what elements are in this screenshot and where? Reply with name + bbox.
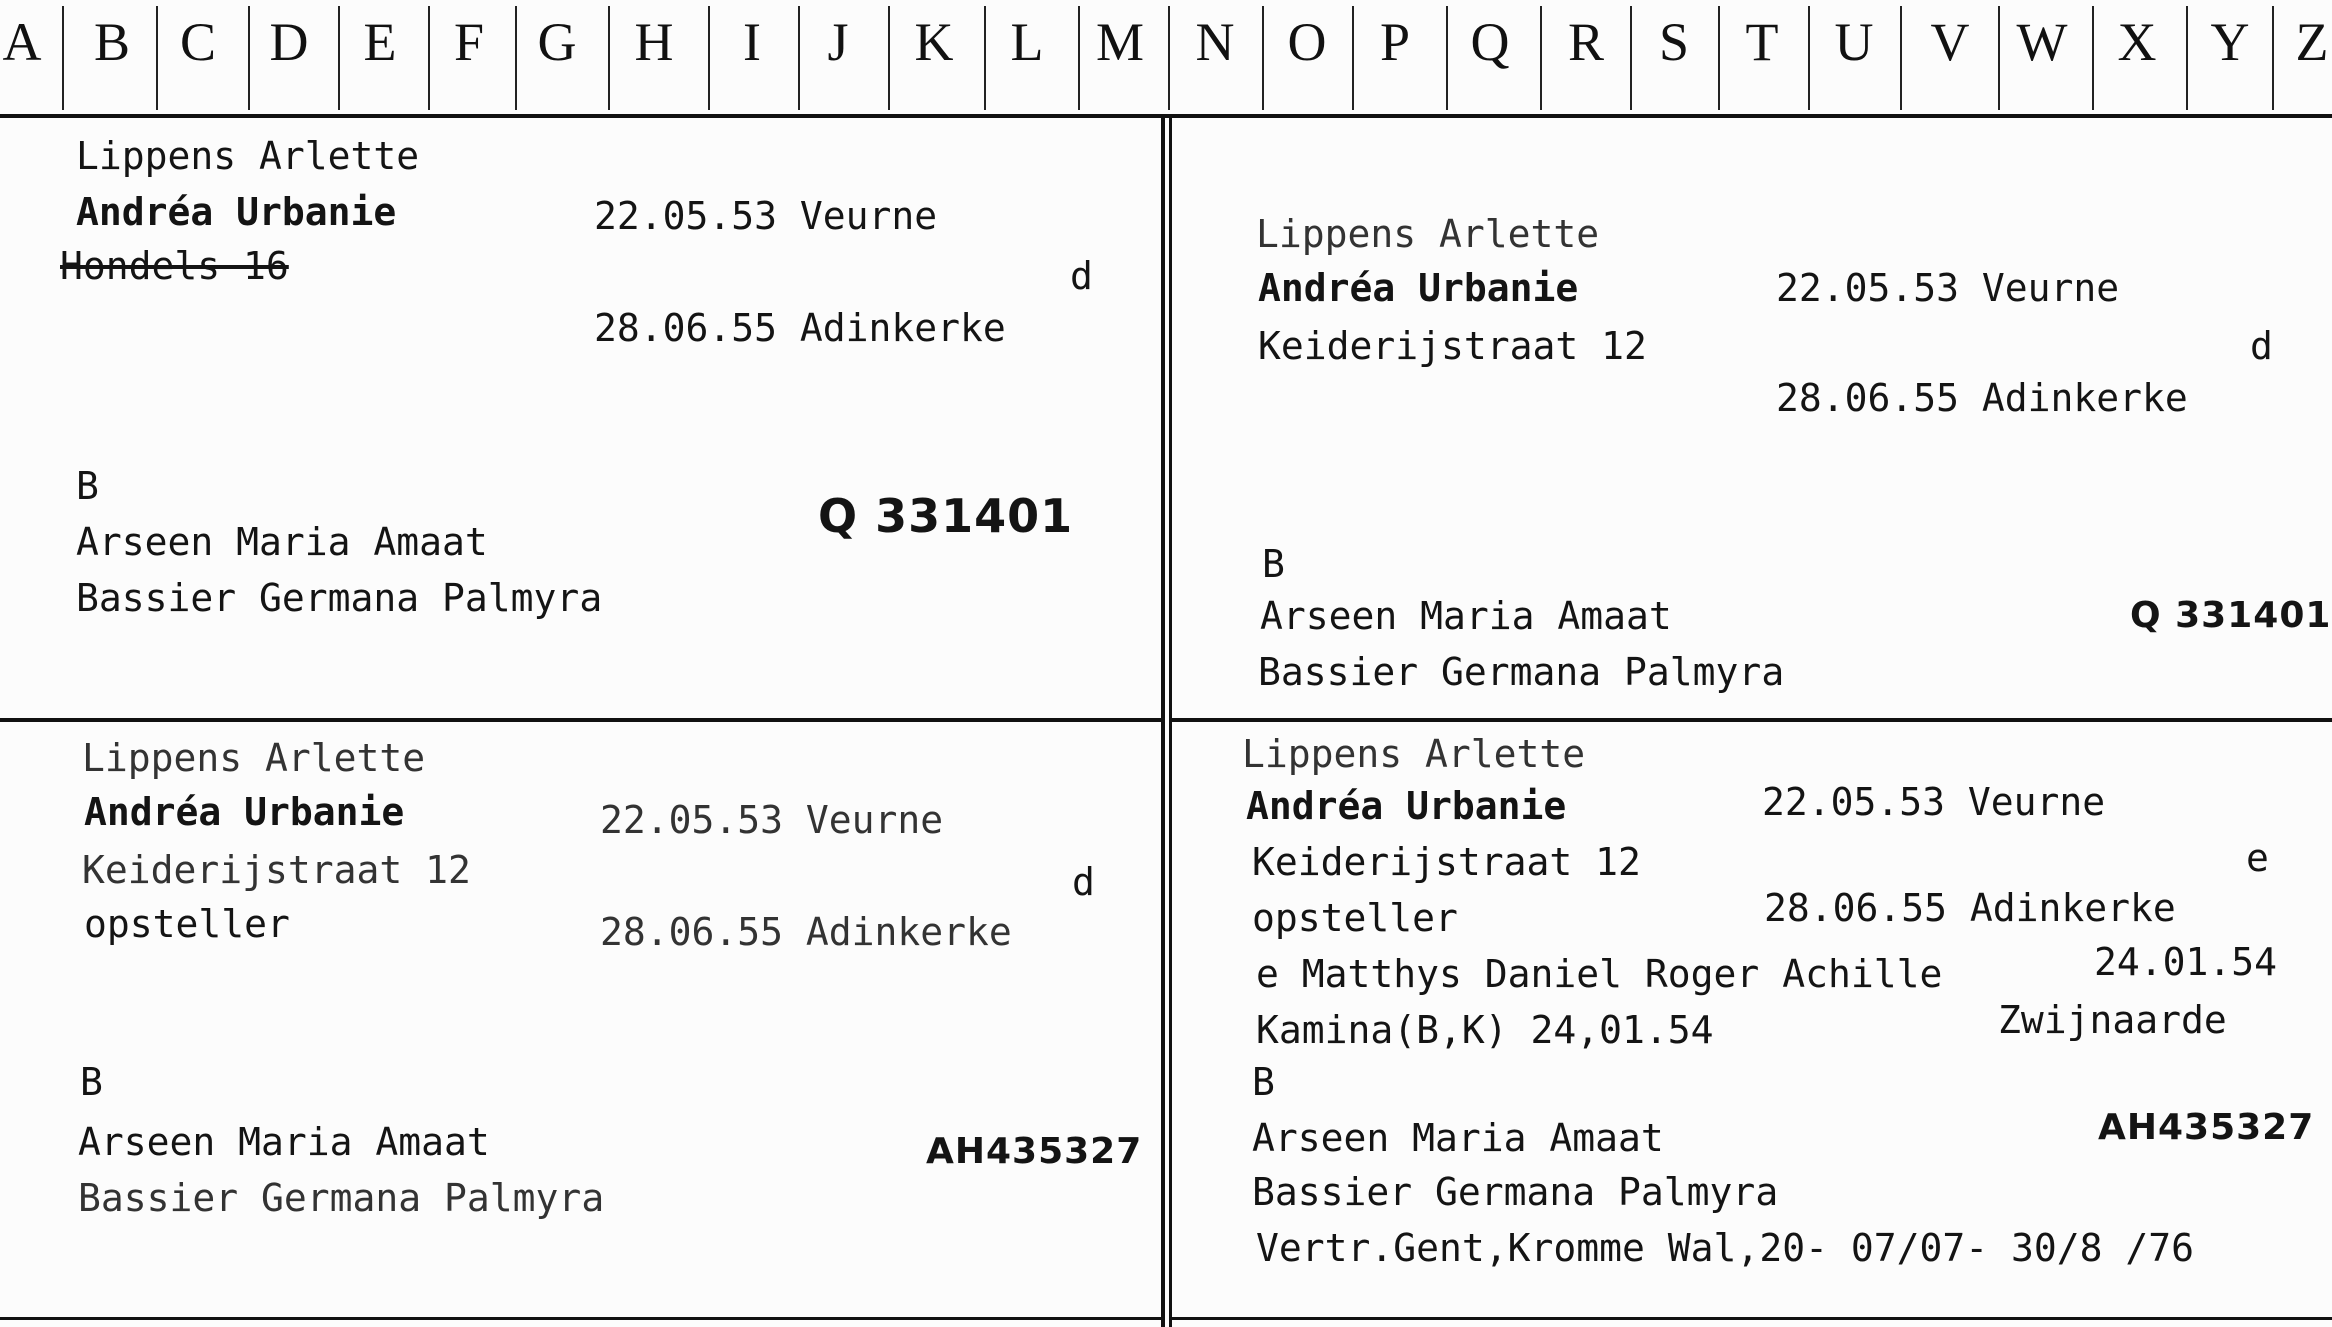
alpha-separator: [1262, 6, 1264, 110]
alpha-letter-v: V: [1930, 12, 1970, 72]
card-code: d: [1072, 860, 1095, 904]
card-spouse-date: 24.01.54: [2094, 940, 2278, 984]
alpha-separator: [1630, 6, 1632, 110]
card-mother: Bassier Germana Palmyra: [78, 1176, 605, 1220]
alpha-letter-q: Q: [1470, 12, 1510, 72]
alpha-separator: [338, 6, 340, 110]
card-mother: Bassier Germana Palmyra: [1252, 1170, 1779, 1214]
alpha-letter-t: T: [1745, 12, 1779, 72]
card-surname: Lippens Arlette: [1256, 212, 1600, 256]
card-mother: Bassier Germana Palmyra: [76, 576, 603, 620]
alpha-separator: [2092, 6, 2094, 110]
alpha-letter-o: O: [1287, 12, 1327, 72]
card-birth-date-place: 22.05.53 Veurne: [594, 194, 938, 238]
alpha-separator: [984, 6, 986, 110]
alpha-separator: [2272, 6, 2274, 110]
alpha-separator: [798, 6, 800, 110]
card-second-date-place: 28.06.55 Adinkerke: [594, 306, 1006, 350]
card-address: Keiderijstraat 12: [1252, 840, 1641, 884]
card-birth-date-place: 22.05.53 Veurne: [1762, 780, 2106, 824]
alpha-letter-i: I: [743, 12, 761, 72]
card-divider-horizontal-right: [1169, 718, 2332, 722]
alpha-letter-n: N: [1195, 12, 1235, 72]
alpha-separator: [515, 6, 517, 110]
alpha-letter-y: Y: [2210, 12, 2250, 72]
alpha-letter-w: W: [2016, 12, 2068, 72]
card-departure-note: Vertr.Gent,Kromme Wal,20- 07/07- 30/8 /76: [1256, 1226, 2194, 1270]
card-code: d: [1070, 254, 1093, 298]
alpha-letter-u: U: [1834, 12, 1874, 72]
card-nationality: B: [1252, 1060, 1275, 1104]
alpha-letter-b: B: [93, 12, 131, 72]
card-second-date-place: 28.06.55 Adinkerke: [1776, 376, 2188, 420]
alpha-letter-s: S: [1658, 12, 1690, 72]
card-address: Keiderijstraat 12: [1258, 324, 1647, 368]
alpha-separator: [1998, 6, 2000, 110]
card-surname: Lippens Arlette: [1242, 732, 1586, 776]
alpha-letter-j: J: [827, 12, 849, 72]
card-identity-number: AH435327: [926, 1131, 1143, 1172]
alpha-letter-x: X: [2117, 12, 2157, 72]
card-surname: Lippens Arlette: [76, 134, 420, 178]
alpha-separator: [1718, 6, 1720, 110]
alpha-separator: [156, 6, 158, 110]
card-given-names: Andréa Urbanie: [1258, 266, 1579, 310]
alpha-letter-a: A: [2, 12, 42, 72]
alpha-letter-k: K: [914, 12, 954, 72]
alpha-separator: [248, 6, 250, 110]
alpha-letter-p: P: [1379, 12, 1411, 72]
card-identity-number: Q 331401: [2130, 595, 2332, 636]
alpha-letter-z: Z: [2295, 12, 2329, 72]
alphabet-index-bar: [0, 0, 2332, 118]
card-given-names: Andréa Urbanie: [76, 190, 397, 234]
alpha-separator: [1808, 6, 1810, 110]
card-code: d: [2250, 324, 2273, 368]
card-identity-number: AH435327: [2098, 1107, 2315, 1148]
alpha-separator: [2186, 6, 2188, 110]
alpha-letter-f: F: [453, 12, 485, 72]
card-mother: Bassier Germana Palmyra: [1258, 650, 1785, 694]
alpha-letter-d: D: [269, 12, 309, 72]
card-second-date-place: 28.06.55 Adinkerke: [1764, 886, 2176, 930]
card-father: Arseen Maria Amaat: [76, 520, 488, 564]
card-divider-vertical-right: [1169, 118, 1172, 1327]
alpha-letter-r: R: [1567, 12, 1605, 72]
card-father: Arseen Maria Amaat: [1252, 1116, 1664, 1160]
alpha-letter-m: M: [1095, 12, 1144, 72]
card-address: Keiderijstraat 12: [82, 848, 471, 892]
alpha-separator: [888, 6, 890, 110]
card-father: Arseen Maria Amaat: [78, 1120, 490, 1164]
alpha-separator: [1352, 6, 1354, 110]
alpha-letter-c: C: [179, 12, 217, 72]
card-father: Arseen Maria Amaat: [1260, 594, 1672, 638]
alpha-separator: [708, 6, 710, 110]
alpha-letter-l: L: [1010, 12, 1044, 72]
card-nationality: B: [76, 464, 99, 508]
card-given-names: Andréa Urbanie: [84, 790, 405, 834]
card-spouse: e Matthys Daniel Roger Achille: [1256, 952, 1943, 996]
alpha-separator: [608, 6, 610, 110]
alpha-separator: [1446, 6, 1448, 110]
alpha-separator: [1168, 6, 1170, 110]
card-profession: opsteller: [1252, 896, 1458, 940]
alpha-separator: [1078, 6, 1080, 110]
alpha-separator: [1900, 6, 1902, 110]
card-nationality: B: [80, 1060, 103, 1104]
card-divider-horizontal-left: [0, 718, 1165, 722]
card-divider-vertical-left: [1161, 118, 1165, 1327]
card-bottom-edge-right: [1169, 1317, 2332, 1320]
card-bottom-edge-left: [0, 1317, 1165, 1320]
card-birth-date-place: 22.05.53 Veurne: [1776, 266, 2120, 310]
alphabet-underline: [0, 114, 2332, 118]
alpha-separator: [1540, 6, 1542, 110]
card-birth-date-place: 22.05.53 Veurne: [600, 798, 944, 842]
alpha-letter-e: E: [363, 12, 397, 72]
alpha-letter-g: G: [537, 12, 577, 72]
card-address-struck: Hondels 16: [60, 244, 289, 288]
card-second-date-place: 28.06.55 Adinkerke: [600, 910, 1012, 954]
alpha-letter-h: H: [634, 12, 674, 72]
card-given-names: Andréa Urbanie: [1246, 784, 1567, 828]
alpha-separator: [428, 6, 430, 110]
card-spouse-residence: Zwijnaarde: [1998, 998, 2227, 1042]
card-spouse-birthplace: Kamina(B,K) 24,01.54: [1256, 1008, 1714, 1052]
card-code: e: [2246, 836, 2269, 880]
card-surname: Lippens Arlette: [82, 736, 426, 780]
card-profession: opsteller: [84, 902, 290, 946]
card-identity-number: Q 331401: [818, 489, 1074, 543]
card-nationality: B: [1262, 542, 1285, 586]
alpha-separator: [62, 6, 64, 110]
